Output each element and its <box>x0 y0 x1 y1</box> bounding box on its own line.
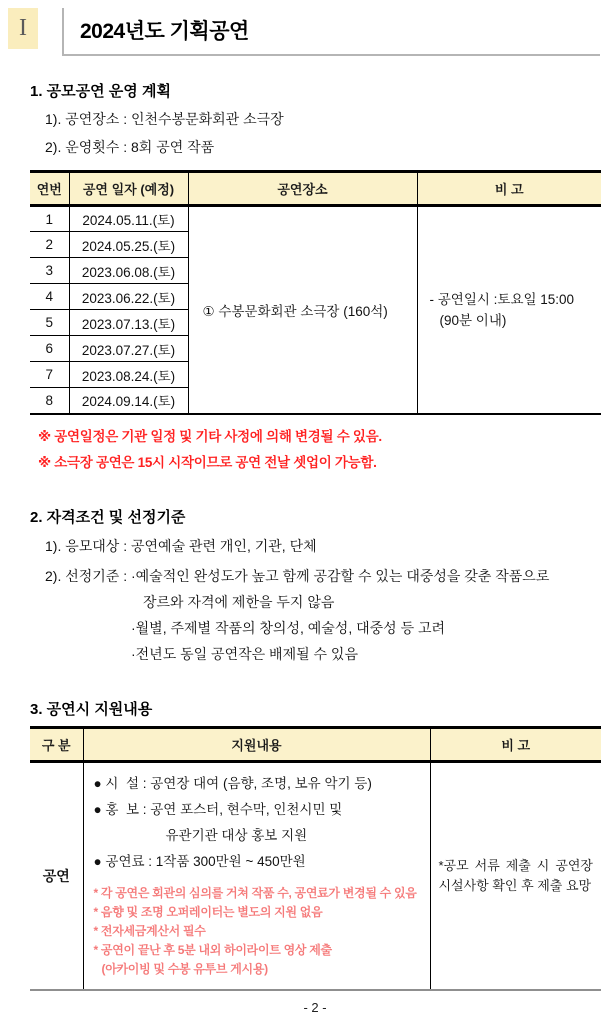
performance-schedule-table <box>30 170 601 415</box>
note-cell <box>417 206 601 414</box>
red-note-1: * 각 공연은 회관의 심의를 거쳐 작품 수, 공연료가 변경될 수 있음 <box>93 885 417 900</box>
col-header-date: 공연 일자 (예정) <box>69 172 188 206</box>
row-number: 8 <box>30 388 69 414</box>
criteria-line-3: ·월별, 주제별 작품의 창의성, 예술성, 대중성 등 고려 <box>131 619 446 636</box>
support-facility: ● 시 설 : 공연장 대여 (음향, 조명, 보유 악기 등) <box>93 775 372 791</box>
criteria-line-2: 장르와 자격에 제한을 두지 않음 <box>143 593 335 610</box>
row-date: 2023.07.13.(토) <box>69 310 188 336</box>
row-date: 2023.06.22.(토) <box>69 284 188 310</box>
section1-item-count: 2). 운영횟수 : 8회 공연 작품 <box>45 139 215 155</box>
section1-heading: 1. 공모공연 운영 계획 <box>30 83 171 100</box>
row-date: 2023.07.27.(토) <box>69 336 188 362</box>
criteria-list <box>131 563 549 667</box>
criteria-line-4: ·전년도 동일 공연작은 배제될 수 있음 <box>131 645 358 662</box>
support-header-row <box>30 727 601 761</box>
support-row <box>30 761 601 990</box>
row-date: 2023.06.08.(토) <box>69 258 188 284</box>
note-line-2: (90분 이내) <box>439 312 507 328</box>
support-promotion-cont: 유관기관 대상 홍보 지원 <box>165 827 308 843</box>
red-note-2: * 음향 및 조명 오퍼레이터는 별도의 지원 없음 <box>93 904 323 919</box>
row-number: 5 <box>30 310 69 336</box>
venue-cell: ① 수봉문화회관 소극장 (160석) <box>188 206 417 414</box>
row-number: 7 <box>30 362 69 388</box>
warning-schedule-change: ※ 공연일정은 기관 일정 및 기타 사정에 의해 변경될 수 있음. <box>38 428 382 444</box>
section-support <box>30 698 600 991</box>
section2-item-criteria <box>30 563 600 667</box>
support-table <box>30 726 601 991</box>
support-fee: ● 공연료 : 1작품 300만원 ~ 450만원 <box>93 853 306 869</box>
row-date: 2024.05.11.(토) <box>69 206 188 232</box>
support-red-notes <box>94 884 424 979</box>
section2-item-applicants: 1). 응모대상 : 공연예술 관련 개인, 기관, 단체 <box>45 537 317 554</box>
page-number: - 2 - <box>303 999 327 1015</box>
col-header-note: 비 고 <box>417 172 601 206</box>
col-header-venue: 공연장소 <box>188 172 417 206</box>
section-marker-numeral: I <box>19 15 27 41</box>
row-number: 3 <box>30 258 69 284</box>
row-date: 2024.05.25.(토) <box>69 232 188 258</box>
warning-setup: ※ 소극장 공연은 15시 시작이므로 공연 전날 셋업이 가능함. <box>38 454 377 470</box>
section2-heading: 2. 자격조건 및 선정기준 <box>30 508 186 526</box>
red-note-4: * 공연이 끝난 후 5분 내외 하이라이트 영상 제출 <box>93 942 332 957</box>
red-note-3: * 전자세금계산서 필수 <box>93 923 206 938</box>
remark-cell: *공모 서류 제출 시 공연장 시설사항 확인 후 제출 요망 <box>430 761 601 990</box>
note-line-1: - 공연일시 :토요일 15:00 <box>429 291 575 307</box>
row-date: 2024.09.14.(토) <box>69 388 188 414</box>
criteria-line-1: ·예술적인 완성도가 높고 함께 공감할 수 있는 대중성을 갖춘 작품으로 <box>131 567 550 584</box>
document-header <box>8 8 600 56</box>
support-content-cell <box>83 761 430 990</box>
title-block <box>62 8 600 56</box>
row-number: 2 <box>30 232 69 258</box>
schedule-warnings <box>30 424 600 476</box>
row-number: 6 <box>30 336 69 362</box>
document-content <box>8 80 600 1015</box>
category-cell: 공연 <box>42 867 70 884</box>
section-performance-plan <box>30 80 600 476</box>
row-number: 1 <box>30 206 69 232</box>
table-row <box>30 206 601 232</box>
support-promotion: ● 홍 보 : 공연 포스터, 현수막, 인천시민 및 <box>93 801 343 817</box>
red-note-5: (아카이빙 및 수봉 유투브 게시용) <box>101 961 268 976</box>
section-marker-box <box>8 8 38 49</box>
col-header-number: 연번 <box>30 172 69 206</box>
col-header-support: 지원내용 <box>83 727 430 761</box>
page-title: 2024년도 기획공연 <box>80 20 249 43</box>
section-eligibility <box>30 506 600 667</box>
section3-heading: 3. 공연시 지원내용 <box>30 700 153 718</box>
row-date: 2023.08.24.(토) <box>69 362 188 388</box>
table-header-row <box>30 172 601 206</box>
row-number: 4 <box>30 284 69 310</box>
col-header-remark: 비 고 <box>430 727 601 761</box>
criteria-label: 2). 선정기준 : <box>45 567 131 584</box>
section1-item-venue: 1). 공연장소 : 인천수봉문화회관 소극장 <box>45 111 284 127</box>
col-header-category: 구 분 <box>30 727 83 761</box>
